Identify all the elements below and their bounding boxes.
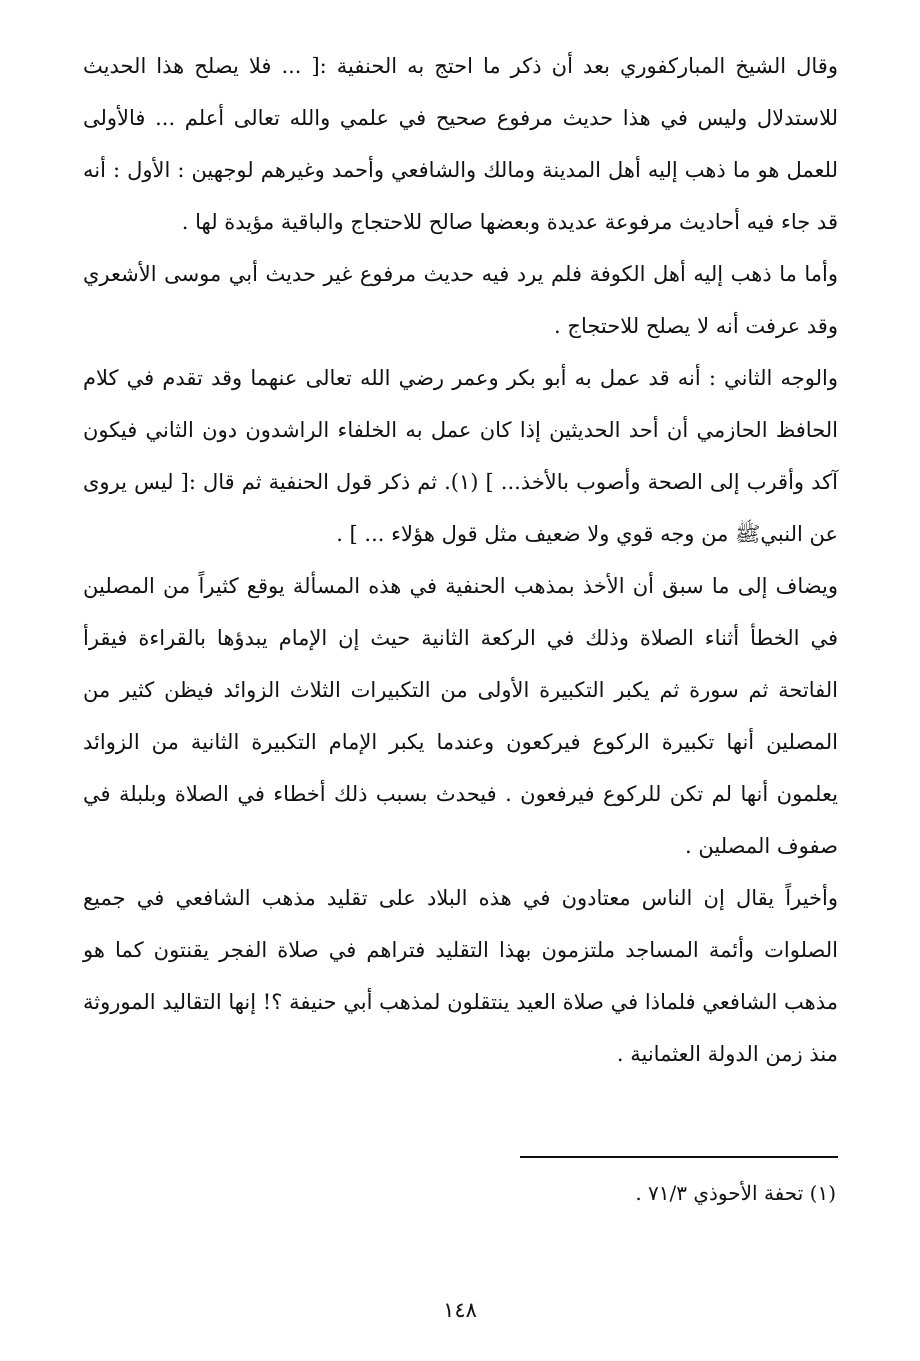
footnote: (١) تحفة الأحوذي ٧١/٣ .: [635, 1181, 836, 1205]
page-number: ١٤٨: [443, 1298, 477, 1322]
paragraph-second-aspect: والوجه الثاني : أنه قد عمل به أبو بكر وعمر رضي الله تعالى عنهما وقد تقدم في كلام الحافظ الحازمي أن أحد الحديثين إذا كان عمل به الخلفاء الراشدون دون الثاني فيكون آكد وأقرب إلى الصحة وأصوب بالأخذ... ] (١). ثم ذكر قول الحنفية ثم قال :[ ليس يروى عن النبيﷺ من وجه قوي ولا ضعيف مثل قول هؤلاء ... ] .: [83, 366, 838, 546]
paragraph-kufa-opinion: وأما ما ذهب إليه أهل الكوفة فلم يرد فيه حديث مرفوع غير حديث أبي موسى الأشعري وقد عرفت أنه لا يصلح للاحتجاج .: [83, 262, 838, 338]
body-text: [83, 40, 838, 1080]
paragraph-finally: وأخيراً يقال إن الناس معتادون في هذه البلاد على تقليد مذهب الشافعي في جميع الصلوات وأئمة المساجد ملتزمون بهذا التقليد فتراهم في صلاة الفجر يقنتون كما هو مذهب الشافعي فلماذا في صلاة العيد ينتقلون لمذهب أبي حنيفة ؟! إنها التقاليد الموروثة منذ زمن الدولة العثمانية .: [83, 886, 838, 1066]
paragraph-worshippers-error: ويضاف إلى ما سبق أن الأخذ بمذهب الحنفية في هذه المسألة يوقع كثيراً من المصلين في الخطأ أثناء الصلاة وذلك في الركعة الثانية حيث إن الإمام يبدؤها بالقراءة فيقرأ الفاتحة ثم سورة ثم يكبر التكبيرة الأولى من التكبيرات الثلاث الزوائد فيظن كثير من المصلين أنها تكبيرة الركوع فيركعون وعندما يكبر الإمام التكبيرة الثانية من الزوائد يعلمون أنها لم تكن للركوع فيرفعون . فيحدث بسبب ذلك أخطاء في الصلاة وبلبلة في صفوف المصلين .: [83, 574, 838, 858]
paragraph-mubarakfuri-quote: وقال الشيخ المباركفوري بعد أن ذكر ما احتج به الحنفية :[ ... فلا يصلح هذا الحديث للاستدلال وليس في هذا حديث مرفوع صحيح في علمي والله تعالى أعلم ... فالأولى للعمل هو ما ذهب إليه أهل المدينة ومالك والشافعي وأحمد وغيرهم لوجهين : الأول : أنه قد جاء فيه أحاديث مرفوعة عديدة وبعضها صالح للاحتجاج والباقية مؤيدة لها .: [83, 54, 838, 234]
footnote-separator: [520, 1156, 838, 1158]
